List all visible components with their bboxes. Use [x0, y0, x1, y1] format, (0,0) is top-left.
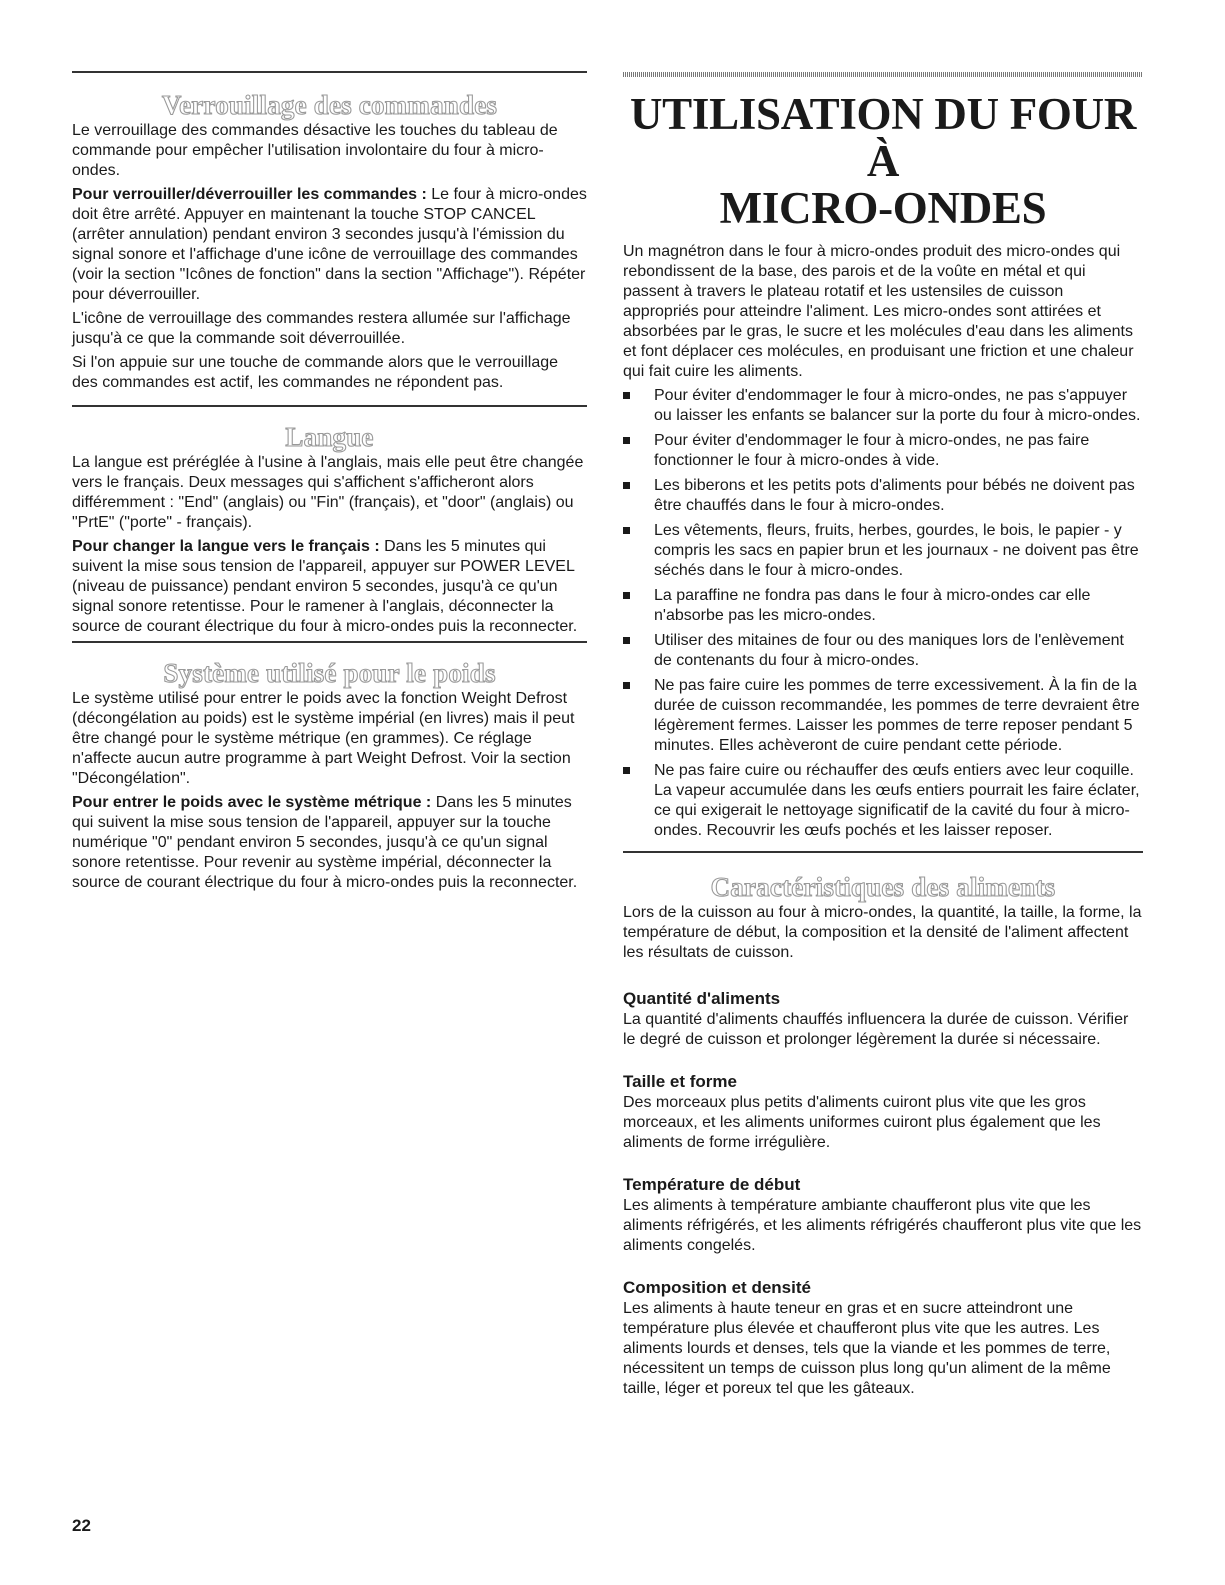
right-column: [623, 0, 1143, 1403]
bullet-square-icon: [623, 437, 630, 444]
paragraph: Si l'on appuie sur une touche de commande alors que le verrouillage des commandes est actif, les commandes ne répondent pas.: [72, 354, 559, 391]
bullet-square-icon: [623, 482, 630, 489]
bullet-square-icon: [623, 592, 630, 599]
subheading-starting-temperature: Température de début: [623, 1175, 801, 1194]
subheading-quantity: Quantité d'aliments: [623, 989, 781, 1008]
paragraph-text: Le four à micro-ondes doit être arrêté. Appuyer en maintenant la touche STOP CANCEL (arrêter annulation) pendant environ 3 secondes jusqu'à l'émission du signal sonore et l'affichage d'une icône de verrouillage des commandes (voir la section "Icônes de fonction" dans la section "Affichage"). Répéter pour déverrouiller.: [72, 186, 587, 303]
paragraph: [72, 185, 587, 305]
paragraph-text: Dans les 5 minutes qui suivent la mise sous tension de l'appareil, appuyer sur POWER LEVEL (niveau de puissance) pendant environ 5 secondes, jusqu'à ce qu'un signal sonore retentisse. Pour le ramener à l'anglais, déconnecter la source de courant électrique du four à micro-ondes puis la reconnecter.: [72, 538, 578, 635]
list-item: Ne pas faire cuire ou réchauffer des œufs entiers avec leur coquille. La vapeur accumulée dans les œufs entiers pourrait les faire éclater, ce qui exigerait le nettoyage significatif de la cavité du four à micro-ondes. Recouvrir les œufs pochés et les laisser reposer.: [623, 761, 1143, 841]
paragraph: Le verrouillage des commandes désactive les touches du tableau de commande pour empêcher l'utilisation involontaire du four à micro-ondes.: [72, 122, 558, 179]
section-title-language: Langue: [285, 422, 374, 452]
paragraph: Les aliments à haute teneur en gras et en sucre atteindront une température plus élevée et chaufferont plus vite que les autres. Les aliments lourds et denses, tels que la viande et les pommes de terre, nécessitent un temps de cuisson plus long qu'un aliment de la même taille, léger et poreux tel que les gâteaux.: [623, 1300, 1111, 1397]
bold-lead: Pour entrer le poids avec le système métrique :: [72, 794, 432, 811]
list-item: Pour éviter d'endommager le four à micro-ondes, ne pas s'appuyer ou laisser les enfants se balancer sur la porte du four à micro-ondes.: [623, 386, 1143, 426]
page-number: 22: [72, 1516, 91, 1535]
paragraph: Les aliments à température ambiante chaufferont plus vite que les aliments réfrigérés, et les aliments réfrigérés chaufferont plus vite que les aliments congelés.: [623, 1197, 1142, 1254]
paragraph: Lors de la cuisson au four à micro-ondes, la quantité, la taille, la forme, la température de début, la composition et la densité de l'aliment affectent les résultats de cuisson.: [623, 904, 1142, 961]
bullet-square-icon: [623, 682, 630, 689]
section-title-weight-system: Système utilisé pour le poids: [163, 658, 496, 688]
list-item: Pour éviter d'endommager le four à micro-ondes, ne pas faire fonctionner le four à micro-ondes à vide.: [623, 431, 1143, 471]
page-title-line-1: UTILISATION DU FOUR À: [629, 89, 1137, 186]
bold-lead: Pour verrouiller/déverrouiller les commandes :: [72, 186, 427, 203]
list-item: Ne pas faire cuire les pommes de terre excessivement. À la fin de la durée de cuisson recommandée, les pommes de terre devraient être légèrement fermes. Laisser les pommes de terre reposer pendant 5 minutes. Elles achèveront de cuire pendant cette période.: [623, 676, 1143, 756]
section-title-food-characteristics: Caractéristiques des aliments: [710, 872, 1056, 902]
paragraph: La quantité d'aliments chauffés influencera la durée de cuisson. Vérifier le degré de cuisson et prolonger légèrement la durée si nécessaire.: [623, 1011, 1129, 1048]
list-item: Utiliser des mitaines de four ou des maniques lors de l'enlèvement de contenants du four à micro-ondes.: [623, 631, 1143, 671]
paragraph: La langue est préréglée à l'usine à l'anglais, mais elle peut être changée vers le français. Deux messages qui s'affichent s'afficheront alors différemment : "End" (anglais) ou "Fin" (français), et "door" (anglais) ou "PrtE" ("porte" - français).: [72, 454, 584, 531]
bullet-square-icon: [623, 767, 630, 774]
page-title: [623, 91, 1143, 232]
safety-bullet-list: [623, 386, 1143, 841]
list-item: Les vêtements, fleurs, fruits, herbes, gourdes, le bois, le papier - y compris les sacs en papier brun et les journaux - ne doivent pas être séchés dans le four à micro-ondes.: [623, 521, 1143, 581]
bold-lead: Pour changer la langue vers le français :: [72, 538, 380, 555]
bullet-square-icon: [623, 637, 630, 644]
subheading-composition-density: Composition et densité: [623, 1278, 811, 1297]
paragraph: L'icône de verrouillage des commandes restera allumée sur l'affichage jusqu'à ce que la commande soit déverrouillée.: [72, 310, 571, 347]
list-item: Les biberons et les petits pots d'aliments pour bébés ne doivent pas être chauffés dans le four à micro-ondes.: [623, 476, 1143, 516]
section-title-control-lock: Verrouillage des commandes: [161, 90, 498, 120]
bullet-square-icon: [623, 527, 630, 534]
paragraph: Le système utilisé pour entrer le poids avec la fonction Weight Defrost (décongélation au poids) est le système impérial (en livres) mais il peut être changé pour le système métrique (en grammes). Ce réglage n'affecte aucun autre programme à part Weight Defrost. Voir la section "Décongélation".: [72, 690, 575, 787]
page-title-line-2: MICRO-ONDES: [719, 183, 1047, 233]
header-hatch-rule: [623, 72, 1143, 77]
list-item: La paraffine ne fondra pas dans le four à micro-ondes car elle n'absorbe pas les micro-ondes.: [623, 586, 1143, 626]
bullet-square-icon: [623, 392, 630, 399]
paragraph: [72, 793, 587, 893]
paragraph: Des morceaux plus petits d'aliments cuiront plus vite que les gros morceaux, et les aliments uniformes cuiront plus également que les aliments de forme irrégulière.: [623, 1094, 1101, 1151]
paragraph: [72, 537, 587, 637]
intro-paragraph: Un magnétron dans le four à micro-ondes produit des micro-ondes qui rebondissent de la base, des parois et de la voûte en métal et qui passent à travers le plateau rotatif et les ustensiles de cuisson appropriés pour atteindre l'aliment. Les micro-ondes sont attirées et absorbées par le gras, le sucre et les molécules d'eau dans les aliments et font déplacer ces molécules, en produisant une friction et une chaleur qui fait cuire les aliments.: [623, 243, 1134, 380]
subheading-size-shape: Taille et forme: [623, 1072, 737, 1091]
left-column: [72, 0, 587, 897]
paragraph-text: Dans les 5 minutes qui suivent la mise sous tension de l'appareil, appuyer sur la touche numérique "0" pendant environ 5 secondes, jusqu'à ce qu'un signal sonore retentisse. Pour revenir au système impérial, déconnecter la source de courant électrique du four à micro-ondes puis la reconnecter.: [72, 794, 578, 891]
